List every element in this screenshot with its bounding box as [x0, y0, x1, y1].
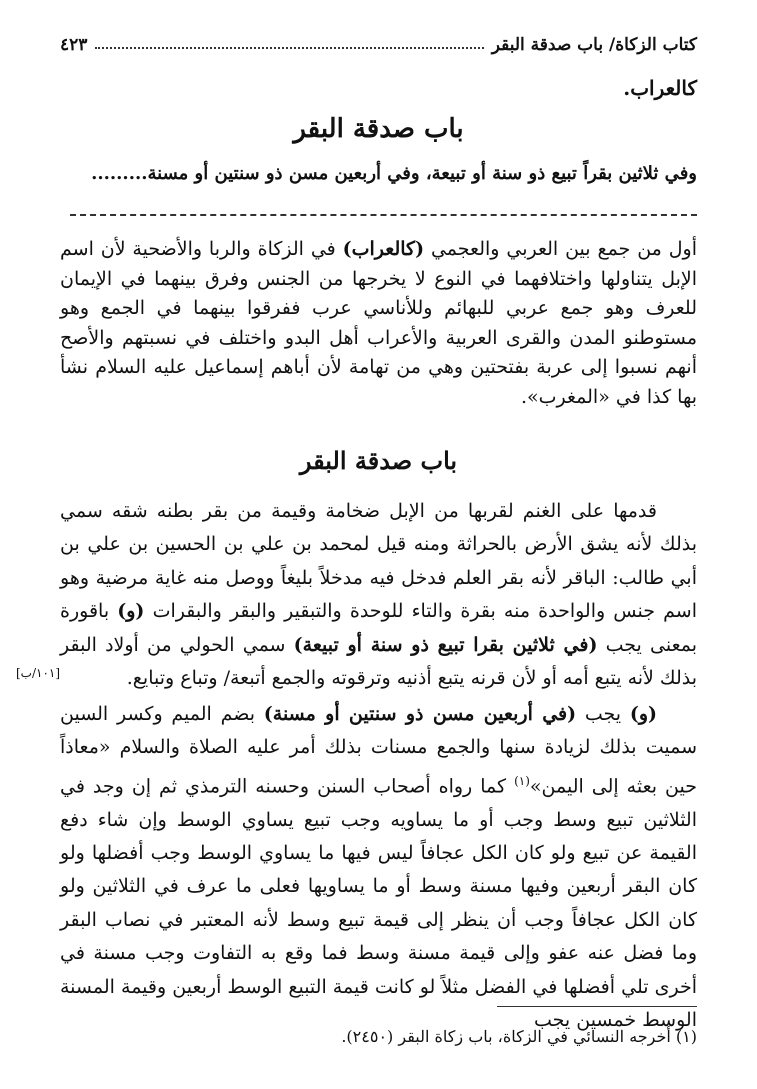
bold-matn-quote: (في أربعين مسن ذو سنتين أو مسنة) [263, 703, 577, 725]
commentary-paragraph-2: قدمها على الغنم لقربها من الإبل ضخامة وقيمة من بقر بطنه شقه سمي بذلك لأنه يشق الأرض بالحراثة ومنه قيل لمحمد بن علي بن الحسين بن علي بن أبي طالب: الباقر لأنه بقر العلم فدخل فيه مدخلاً بليغاً ووصل منه غاية مرضية وهو اسم جنس والواحدة منه بقرة والتاء للوحدة والتبقير والبقر والبقرات (و) باقورة بمعنى يجب (في ثلاثين بقرا تبيع ذو سنة أو تبيعة) سمي الحولي من أولاد البقر بذلك لأنه يتبع أمه أو لأن قرنه يتبع أذنيه وترقوته والجمع أتبعة/ وتباع وتبايع. [60, 500, 698, 690]
commentary-paragraph-1: أول من جمع بين العربي والعجمي (كالعراب) في الزكاة والربا والأضحية لأن اسم الإبل يتناولها واختلافهما في النوع لا يخرجها من الجنس وفرق بينهما في الإيمان للعرف وهو جمع عربي للبهائم وللأناسي عرب ففرقوا بينهما في الجمع وهو مستوطنو المدن والقرى العربية والأعراب أهل البدو واختلف في نسبتهم والأصح أنهم نسبوا إلى عربة بفتحتين وهي من تهامة لأن أباهم إسماعيل عليه السلام نشأ بها كذا في «المغرب». [60, 238, 697, 408]
header-dotted-leader [95, 47, 483, 49]
page-number: ٤٢٣ [60, 35, 88, 55]
section-heading: باب صدقة البقر [299, 446, 458, 475]
matn-heading: باب صدقة البقر [293, 114, 464, 144]
matn-text: وفي ثلاثين بقراً تبيع ذو سنة أو تبيعة، وفي أربعين مسن ذو سنتين أو مسنة......... [91, 163, 697, 184]
footnote-ref[interactable]: (١) [514, 773, 530, 788]
footnote-rule [497, 1006, 697, 1007]
bold-matn-quote: (كالعراب) [342, 238, 425, 260]
top-line: كالعراب. [623, 76, 697, 100]
bold-matn-quote: (في ثلاثين بقرا تبيع ذو سنة أو تبيعة) [293, 633, 598, 656]
margin-folio-note: [١٠١/ب] [16, 666, 61, 680]
header-title: كتاب الزكاة/ باب صدقة البقر [491, 35, 697, 55]
running-header [60, 30, 697, 60]
footnote: (١) أخرجه النسائي في الزكاة، باب زكاة البقر (٢٤٥٠). [341, 1027, 697, 1046]
separator-dashed-line [70, 214, 697, 216]
commentary-paragraph-3: (و) يجب (في أربعين مسن ذو سنتين أو مسنة) بضم الميم وكسر السين سميت بذلك لزيادة سنها والجمع مسنات بذلك أمر عليه الصلاة والسلام «معاذاً حين بعثه إلى اليمن»$^{(١)}$ كما رواه أصحاب السنن وحسنه الترمذي ثم إن وجد في الثلاثين تبيع وسط وجب أو ما يساويه وجب تبيع يساوي الوسط وإن شاء دفع القيمة عن تبيع ولو كان الكل عجافاً ليس فيها ما يساوي الوسط وجب أفضلها ولو كان البقر أربعين وفيها مسنة وسط أو ما يساويها فعلى ما عرف في الثلاثين ولو كان الكل عجافاً وجب أن ينظر إلى قيمة تبيع وسط لأنه المعتبر في نصاب البقر وما فضل عنه عفو وإلى قيمة مسنة وسط فما وقع به التفاوت وجب مسنة في أخرى تلي أفضلها في الفضل مثلاً لو كانت قيمة التبيع الوسط أربعين وقيمة المسنة الوسط خمسين يجب [60, 703, 697, 1031]
